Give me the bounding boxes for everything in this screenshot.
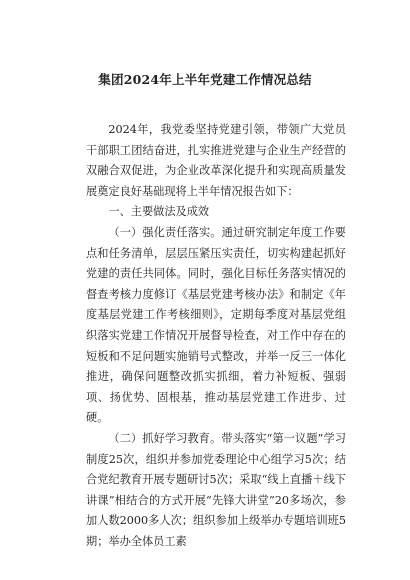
document-title: 集团2024年上半年党建工作情况总结 — [98, 72, 312, 87]
document-body — [86, 120, 346, 552]
section-heading: 一、主要做法及成效 — [108, 205, 210, 219]
intro-paragraph: 2024年，我党委坚持党建引领，带领广大党员干部职工团结奋进，扎实推进党建与企业生产经营的双融合双促进，为企业改革深化提升和实现高质量发展奠定良好基础现将上半年情况报告如下： — [86, 123, 346, 198]
paragraph-study-education: （二）抓好学习教育。带头落实“第一议题”学习制度25次，组织并参加党委理论中心组学习5次；结合党纪教育开展专题研讨5次；采取“线上直播＋线下讲课”相结合的方式开展“先锋大讲堂”20多场次，参加人数2000多人次；组织参加上级举办专题培训班5期；举办全体员工素 — [86, 431, 346, 548]
paragraph-responsibility: （一）强化责任落实。通过研究制定年度工作要点和任务清单，层层压紧压实责任，切实构建起抓好党建的责任共同体。同时，强化目标任务落实情况的督查考核力度修订《基层党建考核办法》和制定《年度基层党建工作考核细则》，定期每季度对基层党组织落实党建工作情况开展督导检查，对工作中存在的短板和不足问题实施销号式整改，并举一反三一体化推进，确保问题整改抓实抓细，着力补短板、强弱项、扬优势、固根基，推动基层党建工作进步、过硬。 — [86, 225, 346, 425]
